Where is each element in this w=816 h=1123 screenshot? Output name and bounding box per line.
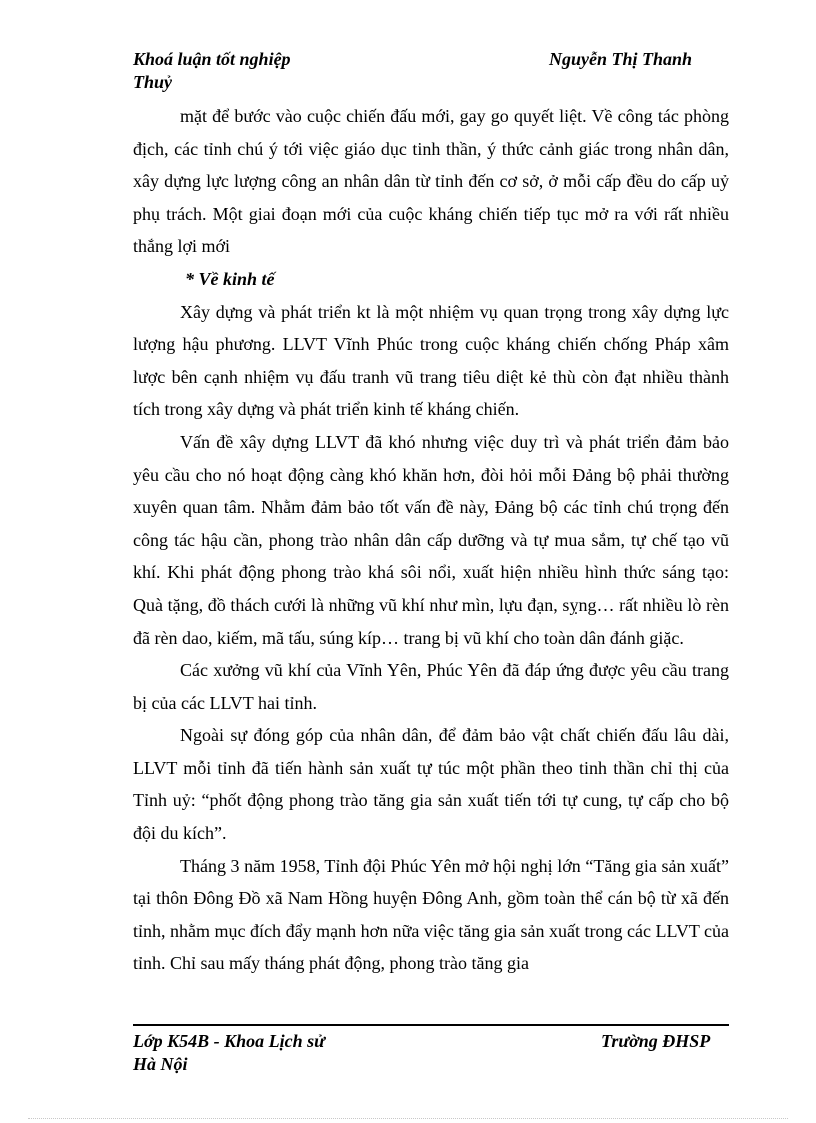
footer-university-city: Hà Nội xyxy=(133,1054,188,1074)
paragraph-self-sufficiency: Ngoài sự đóng góp của nhân dân, để đảm bảo vật chất chiến đấu lâu dài, LLVT mỗi tỉnh đã tiến hành sản xuất tự túc một phần theo tinh thần chỉ thị của Tỉnh uỷ: “phốt động phong trào tăng gia sản xuất tiến tới tự cung, tự cấp cho bộ đội du kích”. xyxy=(133,725,729,844)
paragraph-production-conference: Tháng 3 năm 1958, Tỉnh đội Phúc Yên mở hội nghị lớn “Tăng gia sản xuất” tại thôn Đông Đồ xã Nam Hồng huyện Đông Anh, gồm toàn thể cán bộ từ xã đến tỉnh, nhằm mục đích đẩy mạnh hơn nữa việc tăng gia sản xuất trong các LLVT của tỉnh. Chỉ sau mấy tháng phát động, phong trào tăng gia xyxy=(133,855,729,974)
paragraph-economy-intro: Xây dựng và phát triển kt là một nhiệm vụ quan trọng trong xây dựng lực lượng hậu phương. LLVT Vĩnh Phúc trong cuộc kháng chiến chống Pháp xâm lược bên cạnh nhiệm vụ đấu tranh vũ trang tiêu diệt kẻ thù còn đạt nhiều thành tích trong xây dựng và phát triển kinh tế kháng chiến. xyxy=(133,301,729,420)
header-author-name-continued: Thuỷ xyxy=(133,72,173,92)
footer-class-faculty: Lớp K54B - Khoa Lịch sử xyxy=(133,1031,325,1051)
header-author-name: Nguyễn Thị Thanh xyxy=(549,49,693,69)
paragraph-continued: mặt để bước vào cuộc chiến đấu mới, gay go quyết liệt. Về công tác phòng địch, các tỉnh chú ý tới việc giáo dục tinh thần, ý thức cảnh giác trong nhân dân, xây dựng lực lượng công an nhân dân từ tỉnh đến cơ sở, ở mỗi cấp đều do cấp uỷ phụ trách. Một giai đoạn mới của cuộc kháng chiến tiếp tục mở ra với rất nhiều thắng lợi mới xyxy=(133,106,729,257)
page-bottom-edge xyxy=(28,1118,788,1119)
page-header xyxy=(133,48,729,104)
paragraph-logistics: Vấn đề xây dựng LLVT đã khó nhưng việc duy trì và phát triển đảm bảo yêu cầu cho nó hoạt động càng khó khăn hơn, đòi hỏi mỗi Đảng bộ phải thường xuyên quan tâm. Nhằm đảm bảo tốt vấn đề này, Đảng bộ các tỉnh chú trọng đến công tác hậu cần, phong trào nhân dân cấp dưỡng và tự mua sắm, tự chế tạo vũ khí. Khi phát động phong trào khá sôi nổi, xuất hiện nhiều hình thức sáng tạo: Quà tặng, đồ thách cưới là những vũ khí như mìn, lựu đạn, sỵng… rất nhiều lò rèn đã rèn dao, kiếm, mã tấu, súng kíp… trang bị vũ khí cho toàn dân đánh giặc. xyxy=(133,431,729,648)
section-heading-economy: * Về kinh tế xyxy=(185,268,275,289)
header-thesis-title: Khoá luận tốt nghiệp xyxy=(133,49,291,69)
paragraph-weapon-workshops: Các xưởng vũ khí của Vĩnh Yên, Phúc Yên đã đáp ứng được yêu cầu trang bị của các LLVT hai tỉnh. xyxy=(133,660,729,713)
page-body xyxy=(133,100,729,980)
footer-divider xyxy=(133,1024,729,1026)
footer-university: Trường ĐHSP xyxy=(601,1031,711,1051)
